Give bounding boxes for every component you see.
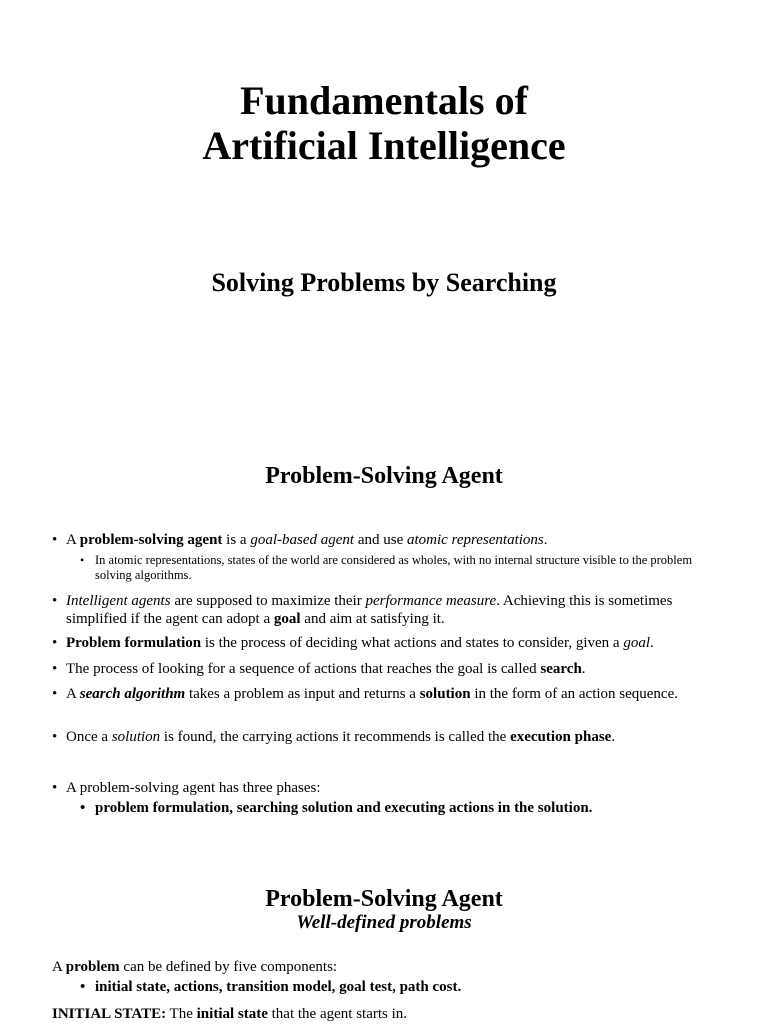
bullet-text: A search algorithm takes a problem as input and returns a solution in the form of an action sequence.: [66, 686, 678, 702]
title-line-1: Fundamentals of: [240, 78, 528, 123]
bullet-marker: •: [52, 729, 58, 745]
sub-bullet-text: In atomic representations, states of the world are considered as wholes, with no internal structure visible to the problem solving algorithms.: [95, 553, 693, 582]
page-subtitle: Solving Problems by Searching: [211, 268, 557, 297]
sub-bullet-text: initial state, actions, transition model, goal test, path cost.: [95, 979, 462, 995]
sub-bullet-marker: •: [80, 553, 85, 567]
page-title: [0, 78, 768, 168]
section2-heading: Problem-Solving Agent: [265, 886, 503, 912]
bullet-marker: •: [52, 635, 58, 651]
bullet-text: The process of looking for a sequence of actions that reaches the goal is called search.: [66, 661, 586, 677]
bullet-text: Problem formulation is the process of deciding what actions and states to consider, given a goal.: [66, 635, 654, 651]
section2-paragraph-2: INITIAL STATE: The initial state that the agent starts in.: [52, 1006, 408, 1022]
sub-bullet-text: problem formulation, searching solution and executing actions in the solution.: [95, 800, 593, 816]
section2-paragraph-1: A problem can be defined by five components:: [52, 959, 338, 975]
bullet-text: A problem-solving agent has three phases:: [66, 780, 321, 796]
section2-subheading: Well-defined problems: [296, 912, 472, 933]
bullet-text: Once a solution is found, the carrying actions it recommends is called the execution phase.: [66, 729, 616, 745]
bullet-text: A problem-solving agent is a goal-based agent and use atomic representations.: [66, 532, 548, 548]
bullet-marker: •: [52, 593, 58, 609]
bullet-marker: •: [52, 661, 58, 677]
section1-heading: Problem-Solving Agent: [265, 463, 503, 489]
bullet-marker: •: [52, 532, 58, 548]
sub-bullet-marker: •: [80, 979, 86, 995]
title-line-2: Artificial Intelligence: [202, 123, 566, 168]
sub-bullet-marker: •: [80, 800, 86, 816]
bullet-text: Intelligent agents are supposed to maximize their performance measure. Achieving this is sometimes simplified if the agent can adopt a goal and aim at satisfying it.: [66, 593, 673, 627]
bullet-marker: •: [52, 780, 58, 796]
bullet-marker: •: [52, 686, 58, 702]
